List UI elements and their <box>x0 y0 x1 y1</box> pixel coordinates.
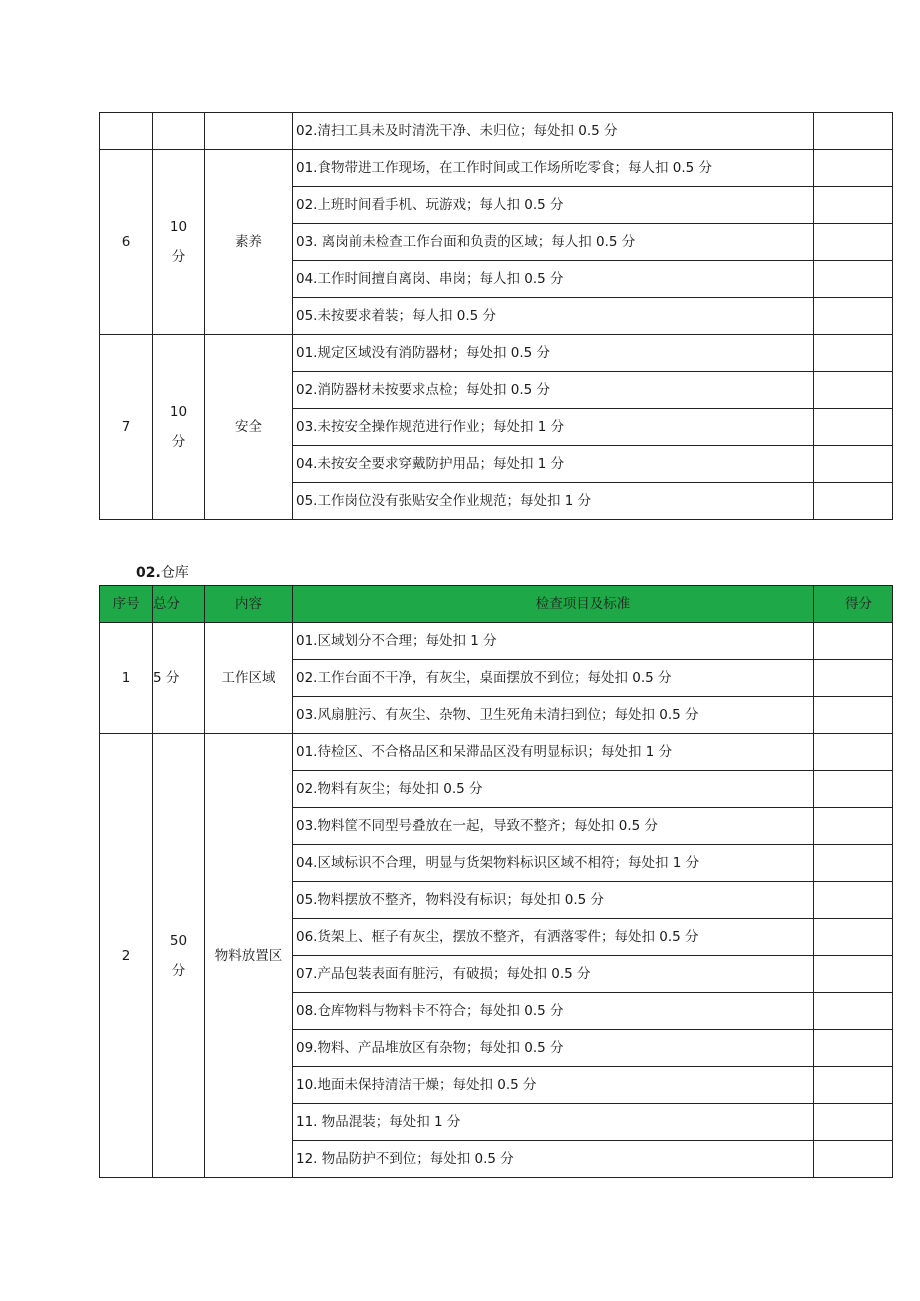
check-item: 12. 物品防护不到位；每处扣 0.5 分 <box>293 1141 814 1178</box>
header-score: 总分 <box>153 586 205 623</box>
check-item: 05.未按要求着装；每人扣 0.5 分 <box>293 298 814 335</box>
score-input-cell[interactable] <box>814 261 893 298</box>
score-value: 50 <box>169 932 188 949</box>
score-input-cell[interactable] <box>814 113 893 150</box>
check-item: 01.食物带进工作现场，在工作时间或工作场所吃零食；每人扣 0.5 分 <box>293 150 814 187</box>
score-input-cell[interactable] <box>814 1067 893 1104</box>
section-title-text: 仓库 <box>160 565 189 581</box>
content-cell: 安全 <box>205 335 293 520</box>
score-input-cell[interactable] <box>814 623 893 660</box>
header-no: 序号 <box>100 586 153 623</box>
score-unit: 分 <box>171 249 186 265</box>
check-item: 10.地面未保持清洁干燥；每处扣 0.5 分 <box>293 1067 814 1104</box>
section-number: 02. <box>136 565 161 581</box>
check-item: 03.未按安全操作规范进行作业；每处扣 1 分 <box>293 409 814 446</box>
score-input-cell[interactable] <box>814 372 893 409</box>
score-input-cell[interactable] <box>814 446 893 483</box>
score-input-cell[interactable] <box>814 224 893 261</box>
total-score-cell <box>153 335 205 520</box>
check-item: 01.区域划分不合理；每处扣 1 分 <box>293 623 814 660</box>
score-input-cell[interactable] <box>814 1141 893 1178</box>
check-item: 02.清扫工具未及时清洗干净、未归位；每处扣 0.5 分 <box>293 113 814 150</box>
check-item: 07.产品包装表面有脏污，有破损；每处扣 0.5 分 <box>293 956 814 993</box>
content-cell: 物料放置区 <box>205 734 293 1178</box>
row-number-cell: 1 <box>100 623 153 734</box>
check-item: 06.货架上、框子有灰尘，摆放不整齐，有洒落零件；每处扣 0.5 分 <box>293 919 814 956</box>
score-input-cell[interactable] <box>814 734 893 771</box>
score-input-cell[interactable] <box>814 845 893 882</box>
check-item: 03. 离岗前未检查工作台面和负责的区域；每人扣 0.5 分 <box>293 224 814 261</box>
check-item: 02.物料有灰尘；每处扣 0.5 分 <box>293 771 814 808</box>
score-unit: 分 <box>171 962 186 979</box>
row-number-cell: 6 <box>100 150 153 335</box>
total-score-cell: 5 分 <box>153 623 205 734</box>
check-item: 11. 物品混装；每处扣 1 分 <box>293 1104 814 1141</box>
score-input-cell[interactable] <box>814 409 893 446</box>
warehouse-inspection-table <box>99 585 893 1178</box>
check-item: 02.工作台面不干净，有灰尘，桌面摆放不到位；每处扣 0.5 分 <box>293 660 814 697</box>
score-input-cell[interactable] <box>814 298 893 335</box>
row-number-cell: 2 <box>100 734 153 1178</box>
check-item: 08.仓库物料与物料卡不符合；每处扣 0.5 分 <box>293 993 814 1030</box>
score-input-cell[interactable] <box>814 919 893 956</box>
check-item: 01.待检区、不合格品区和呆滞品区没有明显标识；每处扣 1 分 <box>293 734 814 771</box>
inspection-table-continued <box>99 112 893 520</box>
total-score-cell <box>153 113 205 150</box>
row-number-cell <box>100 113 153 150</box>
content-cell: 工作区域 <box>205 623 293 734</box>
score-input-cell[interactable] <box>814 335 893 372</box>
score-input-cell[interactable] <box>814 187 893 224</box>
header-result: 得分 <box>814 586 893 623</box>
check-item: 02.上班时间看手机、玩游戏；每人扣 0.5 分 <box>293 187 814 224</box>
check-item: 03.风扇脏污、有灰尘、杂物、卫生死角未清扫到位；每处扣 0.5 分 <box>293 697 814 734</box>
score-input-cell[interactable] <box>814 993 893 1030</box>
score-input-cell[interactable] <box>814 956 893 993</box>
score-input-cell[interactable] <box>814 483 893 520</box>
content-cell: 素养 <box>205 150 293 335</box>
score-input-cell[interactable] <box>814 697 893 734</box>
score-value: 10 <box>169 404 188 420</box>
score-input-cell[interactable] <box>814 882 893 919</box>
header-content: 内容 <box>205 586 293 623</box>
score-unit: 分 <box>171 434 186 450</box>
row-number-cell: 7 <box>100 335 153 520</box>
check-item: 04.工作时间擅自离岗、串岗；每人扣 0.5 分 <box>293 261 814 298</box>
check-item: 05.工作岗位没有张贴安全作业规范；每处扣 1 分 <box>293 483 814 520</box>
score-input-cell[interactable] <box>814 150 893 187</box>
score-input-cell[interactable] <box>814 1104 893 1141</box>
check-item: 01.规定区域没有消防器材；每处扣 0.5 分 <box>293 335 814 372</box>
score-input-cell[interactable] <box>814 808 893 845</box>
section-title <box>136 564 189 582</box>
score-input-cell[interactable] <box>814 1030 893 1067</box>
content-cell <box>205 113 293 150</box>
total-score-cell <box>153 734 205 1178</box>
total-score-cell <box>153 150 205 335</box>
header-items: 检查项目及标准 <box>293 586 814 623</box>
check-item: 05.物料摆放不整齐，物料没有标识；每处扣 0.5 分 <box>293 882 814 919</box>
check-item: 02.消防器材未按要求点检；每处扣 0.5 分 <box>293 372 814 409</box>
check-item: 09.物料、产品堆放区有杂物；每处扣 0.5 分 <box>293 1030 814 1067</box>
score-input-cell[interactable] <box>814 771 893 808</box>
score-value: 10 <box>169 219 188 235</box>
check-item: 04.未按安全要求穿戴防护用品；每处扣 1 分 <box>293 446 814 483</box>
score-input-cell[interactable] <box>814 660 893 697</box>
check-item: 03.物料筐不同型号叠放在一起，导致不整齐；每处扣 0.5 分 <box>293 808 814 845</box>
check-item: 04.区域标识不合理，明显与货架物料标识区域不相符；每处扣 1 分 <box>293 845 814 882</box>
